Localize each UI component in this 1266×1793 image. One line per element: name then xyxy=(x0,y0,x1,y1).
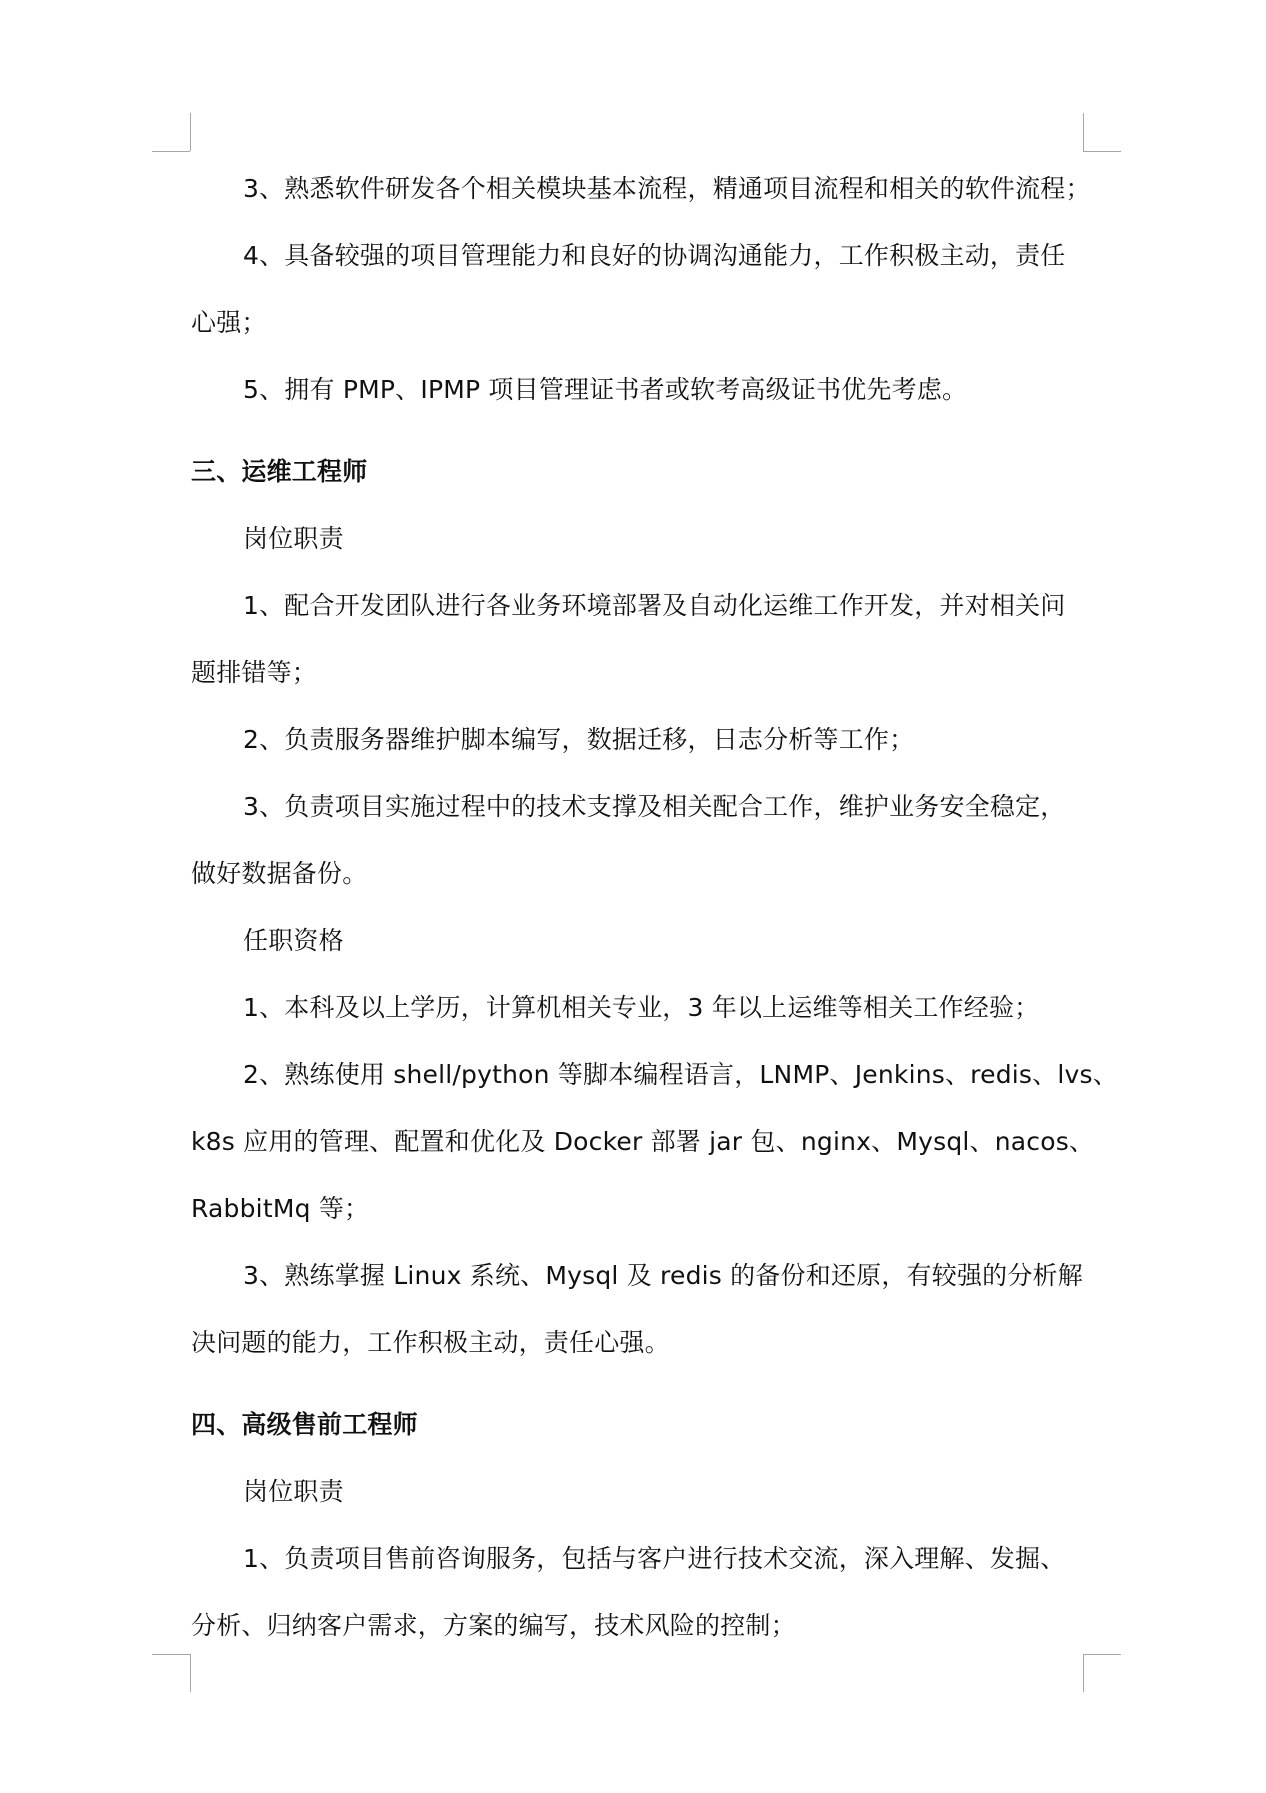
paragraph-line: 1、本科及以上学历，计算机相关专业，3 年以上运维等相关工作经验； xyxy=(243,993,1040,1022)
paragraph-line: 题排错等； xyxy=(191,658,318,687)
paragraph-line: 5、拥有 PMP、IPMP 项目管理证书者或软考高级证书优先考虑。 xyxy=(243,375,968,404)
paragraph-line: 4、具备较强的项目管理能力和良好的协调沟通能力，工作积极主动，责任 xyxy=(243,241,1066,270)
crop-mark-bottom-left-h xyxy=(152,1654,190,1655)
crop-mark-bottom-right-h xyxy=(1083,1654,1121,1655)
paragraph-line: 3、熟悉软件研发各个相关模块基本流程，精通项目流程和相关的软件流程； xyxy=(243,174,1091,203)
paragraph-line: RabbitMq 等； xyxy=(191,1194,370,1223)
subheading: 岗位职责 xyxy=(243,1477,344,1506)
crop-mark-top-right-h xyxy=(1083,151,1121,152)
paragraph-line: 3、熟练掌握 Linux 系统、Mysql 及 redis 的备份和还原，有较强的分析解 xyxy=(243,1261,1083,1290)
crop-mark-top-right-v xyxy=(1083,113,1084,151)
paragraph-line: 3、负责项目实施过程中的技术支撑及相关配合工作，维护业务安全稳定， xyxy=(243,792,1066,821)
paragraph-line: 做好数据备份。 xyxy=(191,859,368,888)
crop-mark-top-left-h xyxy=(152,151,190,152)
paragraph-line: 2、熟练使用 shell/python 等脚本编程语言，LNMP、Jenkins、redis、lvs、 xyxy=(243,1060,1118,1089)
paragraph-line: 1、负责项目售前咨询服务，包括与客户进行技术交流，深入理解、发掘、 xyxy=(243,1544,1066,1573)
subheading: 岗位职责 xyxy=(243,524,344,553)
paragraph-line: 心强； xyxy=(191,308,267,337)
crop-mark-top-left-v xyxy=(190,113,191,151)
paragraph-line: 2、负责服务器维护脚本编写，数据迁移，日志分析等工作； xyxy=(243,725,915,754)
crop-mark-bottom-right-v xyxy=(1083,1654,1084,1692)
section-heading: 三、运维工程师 xyxy=(191,457,368,486)
paragraph-line: 决问题的能力，工作积极主动，责任心强。 xyxy=(191,1328,670,1357)
crop-mark-bottom-left-v xyxy=(190,1654,191,1692)
paragraph-line: k8s 应用的管理、配置和优化及 Docker 部署 jar 包、nginx、Mysql、nacos、 xyxy=(191,1127,1095,1156)
paragraph-line: 1、配合开发团队进行各业务环境部署及自动化运维工作开发，并对相关问 xyxy=(243,591,1066,620)
section-heading: 四、高级售前工程师 xyxy=(191,1410,418,1439)
paragraph-line: 分析、归纳客户需求，方案的编写，技术风险的控制； xyxy=(191,1611,796,1640)
subheading: 任职资格 xyxy=(243,926,344,955)
